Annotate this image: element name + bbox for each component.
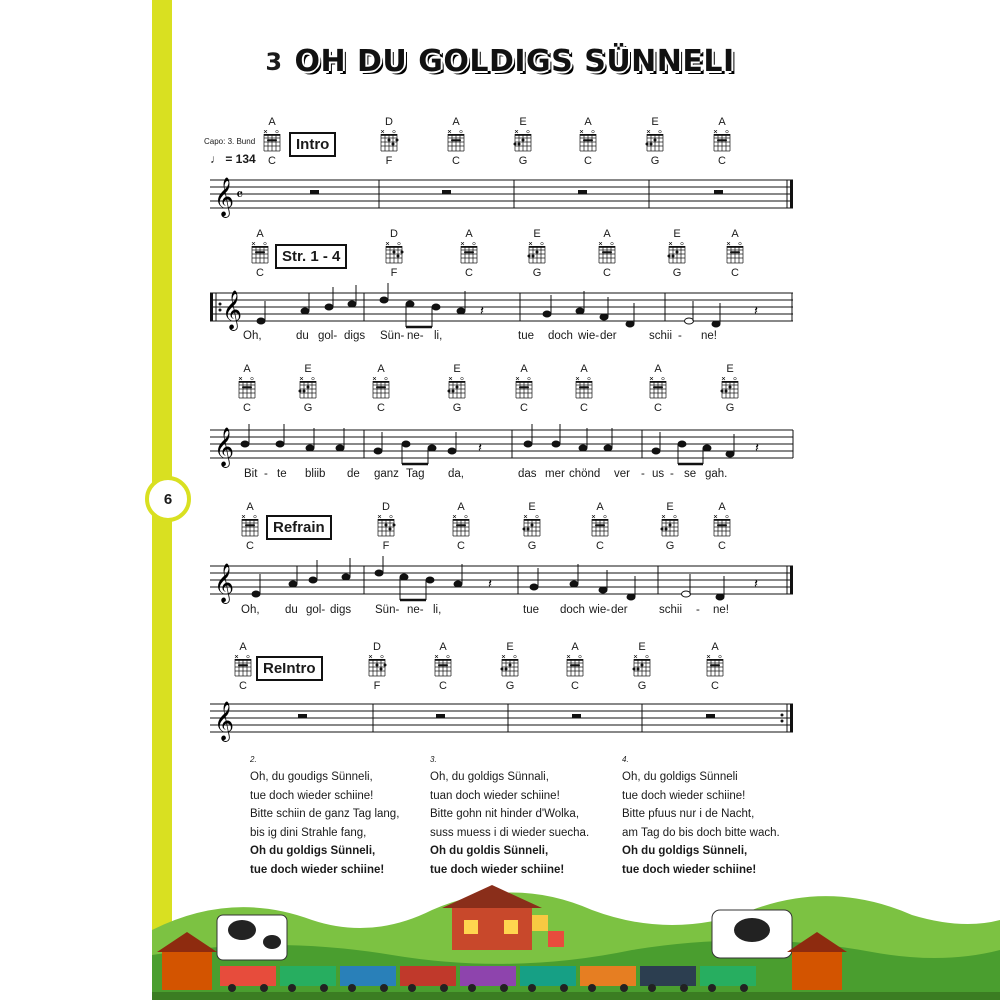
chord-name: A <box>654 363 662 375</box>
chord-diagram-icon <box>590 515 610 537</box>
svg-text:𝄞: 𝄞 <box>214 701 235 741</box>
svg-text:𝄞: 𝄞 <box>214 427 235 467</box>
chord-diagram-icon <box>527 242 547 264</box>
lyric-syllable: Oh, <box>243 330 262 342</box>
chord-letter: F <box>382 540 390 552</box>
section-label-refrain: Refrain <box>266 515 332 540</box>
chord-letter: C <box>520 402 528 414</box>
chord-diagram-icon <box>725 242 745 264</box>
lyric-syllable: Oh, <box>241 604 260 616</box>
lyric-syllable: gah. <box>705 468 728 480</box>
chord-diagram-icon <box>262 130 282 152</box>
chord-name: A <box>268 116 276 128</box>
chord-name: A <box>243 363 251 375</box>
chord-name: A <box>718 116 726 128</box>
chord-name: A <box>256 228 264 240</box>
chord-letter: G <box>725 402 735 414</box>
chord-letter: F <box>373 680 381 692</box>
song-title-text: OH DU GOLDIGS SÜNNELI <box>294 44 735 79</box>
chord-diagram-icon <box>376 515 396 537</box>
chord-name: A <box>246 501 254 513</box>
verse-line: suss muess i di wieder suecha. <box>430 826 590 839</box>
chord-diagram-icon <box>667 242 687 264</box>
staff-intro <box>210 170 795 220</box>
chord-letter: G <box>650 155 660 167</box>
verse-refrain-line: tue doch wieder schiine! <box>430 863 565 876</box>
lyric-syllable: ver <box>614 468 630 480</box>
lyric-syllable: bliib <box>305 468 326 480</box>
svg-text:𝄞: 𝄞 <box>222 290 243 330</box>
verse-refrain-line: Oh du goldigs Sünneli, <box>250 845 376 858</box>
lyric-syllable: wie- <box>589 604 611 616</box>
lyric-syllable: gol- <box>306 604 326 616</box>
chord-letter: C <box>584 155 592 167</box>
chord-name: A <box>439 641 447 653</box>
treble-clef-icon: 𝄞 <box>214 177 235 217</box>
lyric-syllable: li, <box>433 604 442 616</box>
lyric-syllable: digs <box>344 330 366 342</box>
svg-text:𝄽: 𝄽 <box>754 303 758 318</box>
chord-letter: G <box>518 155 528 167</box>
chord-letter: C <box>239 680 247 692</box>
chord-name: A <box>580 363 588 375</box>
chord-diagram-icon <box>522 515 542 537</box>
chord-diagram-icon <box>250 242 270 264</box>
chord-name: A <box>452 116 460 128</box>
verse-line: bis ig dini Strahle fang, <box>250 826 367 839</box>
chord-letter: C <box>268 155 276 167</box>
verse-line: Oh, du goldigs Sünneli <box>622 771 738 783</box>
chord-name: A <box>584 116 592 128</box>
chord-letter: C <box>571 680 579 692</box>
chord-name: A <box>731 228 739 240</box>
chord-diagram-icon <box>433 655 453 677</box>
lyric-syllable: ne- <box>407 330 424 342</box>
verse-block <box>250 754 399 880</box>
chord-diagram-icon <box>384 242 404 264</box>
chord-diagram-icon <box>240 515 260 537</box>
chord-diagram-icon <box>645 130 665 152</box>
chord-name: A <box>520 363 528 375</box>
chord-letter: F <box>390 267 398 279</box>
chord-name: A <box>239 641 247 653</box>
chord-name: E <box>533 228 541 240</box>
lyric-syllable: ne- <box>407 604 424 616</box>
song-title <box>0 44 1000 79</box>
staff-reintro <box>210 694 795 744</box>
chord-diagram-icon <box>720 377 740 399</box>
chord-diagram-icon <box>500 655 520 677</box>
chord-diagram-icon <box>379 130 399 152</box>
svg-text:𝄽: 𝄽 <box>478 440 482 455</box>
verse-line: tue doch wieder schiine! <box>622 789 746 802</box>
staff-verse <box>210 283 795 333</box>
verse-line: Bitte pfuus nur i de Nacht, <box>622 808 755 821</box>
chord-name: E <box>519 116 527 128</box>
chord-diagram-icon <box>447 377 467 399</box>
chord-letter: C <box>246 540 254 552</box>
lyric-syllable: schii <box>659 604 683 616</box>
chord-diagram-icon <box>660 515 680 537</box>
song-number: 3 <box>265 47 283 76</box>
chord-letter: C <box>731 267 739 279</box>
lyric-syllable: doch <box>560 604 585 616</box>
svg-text:𝄽: 𝄽 <box>755 440 759 455</box>
capo-note: Capo: 3. Bund <box>204 137 256 146</box>
lyric-syllable: der <box>600 330 617 342</box>
chord-letter: C <box>457 540 465 552</box>
chord-name: E <box>638 641 646 653</box>
chord-diagram-icon <box>371 377 391 399</box>
staff-refrain <box>210 556 795 606</box>
verse-number: 4. <box>622 755 629 764</box>
quarter-note-icon: ♩ <box>210 152 222 166</box>
lyric-syllable: mer <box>545 468 565 480</box>
chord-letter: C <box>465 267 473 279</box>
chord-diagram-icon <box>237 377 257 399</box>
chord-name: D <box>385 116 393 128</box>
chord-diagram-icon <box>597 242 617 264</box>
lyric-syllable: schii <box>649 330 673 342</box>
chord-diagram-icon <box>367 655 387 677</box>
chord-letter: C <box>580 402 588 414</box>
chord-diagram-icon <box>648 377 668 399</box>
chord-diagram-icon <box>578 130 598 152</box>
verse-line: tue doch wieder schiine! <box>250 789 374 802</box>
lyric-syllable: das <box>518 468 537 480</box>
chord-name: E <box>726 363 734 375</box>
svg-text:𝄽: 𝄽 <box>488 576 492 591</box>
lyric-syllable: - <box>670 468 674 480</box>
chord-name: A <box>571 641 579 653</box>
chord-diagram-icon <box>233 655 253 677</box>
lyric-syllable: Sün- <box>380 330 405 342</box>
chord-name: A <box>377 363 385 375</box>
farm-illustration <box>152 880 1000 1000</box>
chord-letter: C <box>439 680 447 692</box>
chord-name: E <box>651 116 659 128</box>
lyric-syllable: Tag <box>406 468 425 480</box>
chord-letter: G <box>452 402 462 414</box>
chord-letter: C <box>711 680 719 692</box>
chord-letter: G <box>665 540 675 552</box>
lyric-syllable: wie- <box>578 330 600 342</box>
tempo-mark <box>210 152 256 166</box>
lyric-syllable: tue <box>518 330 534 342</box>
lyric-syllable: us <box>652 468 665 480</box>
tempo-value: = 134 <box>225 152 256 166</box>
chord-diagram-icon <box>298 377 318 399</box>
lyric-syllable: doch <box>548 330 573 342</box>
lyric-syllable: ganz <box>374 468 399 480</box>
svg-text:𝄽: 𝄽 <box>754 576 758 591</box>
lyric-syllable: de <box>347 468 360 480</box>
chord-diagram-icon <box>446 130 466 152</box>
lyric-syllable: gol- <box>318 330 338 342</box>
lyric-syllable: se <box>684 468 697 480</box>
lyric-syllable: ne! <box>713 604 729 616</box>
chord-letter: C <box>377 402 385 414</box>
chord-letter: G <box>303 402 313 414</box>
chord-diagram-icon <box>514 377 534 399</box>
lyric-syllable: Sün- <box>375 604 400 616</box>
chord-name: D <box>382 501 390 513</box>
svg-text:𝄴: 𝄴 <box>236 185 244 204</box>
chord-diagram-icon <box>459 242 479 264</box>
verse-line: Bitte schiin de ganz Tag lang, <box>250 808 400 821</box>
chord-diagram-icon <box>451 515 471 537</box>
chord-letter: G <box>505 680 515 692</box>
chord-name: E <box>304 363 312 375</box>
lyric-syllable: li, <box>434 330 443 342</box>
chord-diagram-icon <box>632 655 652 677</box>
chord-name: E <box>453 363 461 375</box>
verse-line: am Tag do bis doch bitte wach. <box>622 826 780 839</box>
lyric-syllable: - <box>641 468 645 480</box>
chord-diagram-icon <box>712 130 732 152</box>
chord-letter: G <box>637 680 647 692</box>
chord-letter: C <box>718 540 726 552</box>
verse-number: 3. <box>430 755 437 764</box>
chord-letter: C <box>603 267 611 279</box>
verse-line: Bitte gohn nit hinder d'Wolka, <box>430 808 580 821</box>
lyric-syllable: - <box>264 468 268 480</box>
chord-name: A <box>603 228 611 240</box>
chord-name: A <box>457 501 465 513</box>
chord-name: A <box>596 501 604 513</box>
lyric-syllable: du <box>296 330 309 342</box>
chord-name: A <box>711 641 719 653</box>
chord-name: E <box>666 501 674 513</box>
lyric-syllable: tue <box>523 604 539 616</box>
chord-name: D <box>390 228 398 240</box>
section-label-verse: Str. 1 - 4 <box>275 244 347 269</box>
chord-name: E <box>506 641 514 653</box>
verse-block <box>430 754 589 880</box>
lyric-syllable: ne! <box>701 330 717 342</box>
chord-diagram-icon <box>574 377 594 399</box>
section-label-intro: Intro <box>289 132 336 157</box>
lyric-syllable: chönd <box>569 468 601 480</box>
lyric-syllable: du <box>285 604 298 616</box>
chord-letter: G <box>672 267 682 279</box>
lyric-syllable: da, <box>448 468 464 480</box>
chord-name: E <box>673 228 681 240</box>
verse-refrain-line: Oh du goldigs Sünneli, <box>622 845 748 858</box>
chord-letter: G <box>527 540 537 552</box>
chord-letter: C <box>718 155 726 167</box>
chord-letter: C <box>452 155 460 167</box>
verse-block <box>622 754 780 880</box>
lyric-syllable: - <box>696 604 700 616</box>
verse-refrain-line: tue doch wieder schiine! <box>622 863 757 876</box>
chord-letter: C <box>243 402 251 414</box>
verse-refrain-line: tue doch wieder schiine! <box>250 863 385 876</box>
chord-letter: C <box>654 402 662 414</box>
chord-name: E <box>528 501 536 513</box>
chord-letter: G <box>532 267 542 279</box>
lyric-syllable: - <box>678 330 682 342</box>
chord-diagram-icon <box>565 655 585 677</box>
chord-diagram-icon <box>712 515 732 537</box>
lyric-syllable: digs <box>330 604 352 616</box>
chord-name: A <box>465 228 473 240</box>
svg-text:𝄞: 𝄞 <box>214 563 235 603</box>
verse-line: Oh, du goldigs Sünnali, <box>430 771 549 783</box>
chord-diagram-icon <box>705 655 725 677</box>
chord-letter: C <box>256 267 264 279</box>
chord-letter: C <box>596 540 604 552</box>
staff-line3 <box>210 420 795 470</box>
lyric-syllable: te <box>277 468 287 480</box>
verse-refrain-line: Oh du goldis Sünneli, <box>430 845 549 858</box>
verse-line: Oh, du goudigs Sünneli, <box>250 771 373 783</box>
chord-name: D <box>373 641 381 653</box>
chord-letter: F <box>385 155 393 167</box>
lyric-syllable: der <box>611 604 628 616</box>
svg-text:𝄽: 𝄽 <box>480 303 484 318</box>
lyric-syllable: Bit <box>244 468 258 480</box>
verse-line: tuan doch wieder schiine! <box>430 789 560 802</box>
chord-diagram-icon <box>513 130 533 152</box>
verse-number: 2. <box>250 755 257 764</box>
section-label-reintro: ReIntro <box>256 656 323 681</box>
chord-name: A <box>718 501 726 513</box>
page-number: 6 <box>145 476 191 522</box>
